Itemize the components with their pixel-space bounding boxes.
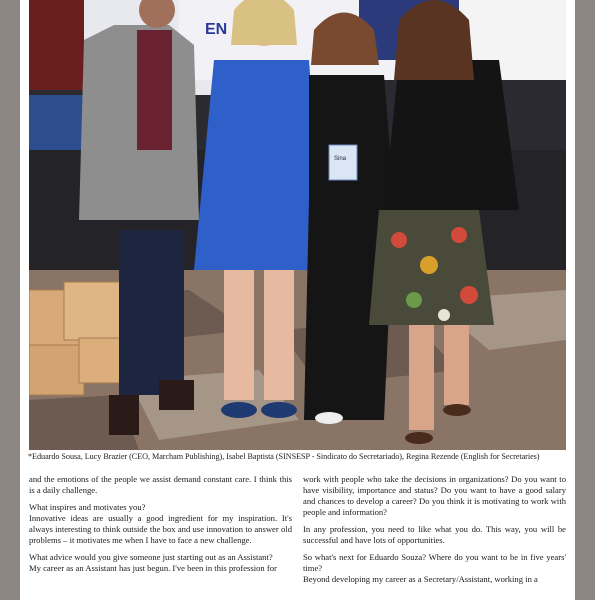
answer-inspiration: Innovative ideas are usually a good ingredient for my inspiration. It's always interesting to think outside the box and use innovation to answer old problems – it motivates me when I have to face a new challenge.: [29, 513, 292, 545]
event-photo: [29, 0, 566, 450]
answer-advice: My career as an Assistant has just begun. I've been in this profession for: [29, 563, 277, 573]
answer-future: Beyond developing my career as a Secretary/Assistant, working in a: [303, 574, 538, 584]
magazine-page: [20, 0, 575, 600]
right-column: [303, 474, 566, 591]
question-advice: What advice would you give someone just starting out as an Assistant?: [29, 552, 273, 562]
left-intro-paragraph: and the emotions of the people we assist demand constant care. I think this is a daily challenge.: [29, 474, 292, 495]
photo-caption: *Eduardo Sousa, Lucy Brazier (CEO, Marcham Publishing), Isabel Baptista (SINSESP - Sindicato do Secretariado), Regina Rezende (English for Secretaries): [28, 452, 540, 461]
badge-text: Sina: [334, 156, 347, 162]
right-paragraph: In any profession, you need to like what you do. This way, you will be successful and have lots of opportunities.: [303, 524, 566, 545]
question-future: So what's next for Eduardo Souza? Where do you want to be in five years' time?: [303, 552, 566, 573]
question-inspiration: What inspires and motivates you?: [29, 502, 146, 512]
right-intro-paragraph: work with people who take the decisions in organizations? Do you want to have visibility, importance and status? Do you want to have a good salary and chances to develop a career? Do you think it is motivating to work with people and information?: [303, 474, 566, 517]
left-column: [29, 474, 292, 580]
backdrop-logo-text: EN: [205, 21, 228, 38]
